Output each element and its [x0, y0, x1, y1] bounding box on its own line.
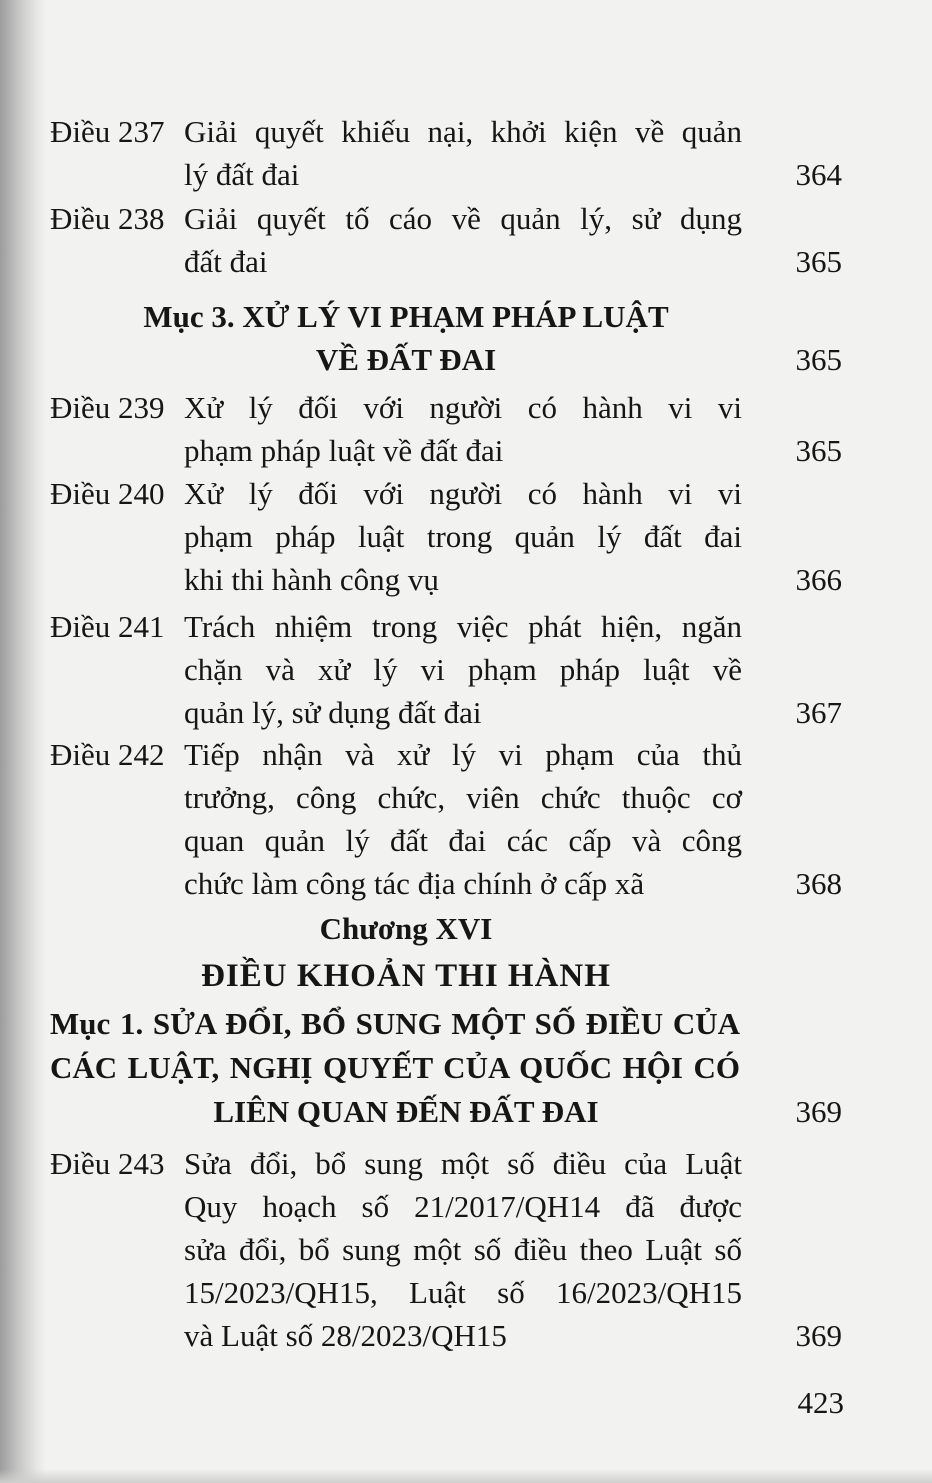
- section-heading-muc-1: [50, 1002, 842, 1134]
- entry-code: Điều 243: [50, 1146, 165, 1181]
- entry-code: Điều 242: [50, 737, 165, 772]
- entry-page-number: 367: [795, 695, 842, 730]
- entry-line: khi thi hành công vụ: [184, 562, 439, 597]
- entry-page-number: 365: [795, 244, 842, 279]
- toc-entry-241: [50, 605, 842, 734]
- toc-entry-242: [50, 733, 842, 905]
- entry-page-number: 366: [795, 562, 842, 597]
- entry-code: Điều 241: [50, 609, 165, 644]
- entry-line: Tiếp nhận và xử lý vi phạm của thủ: [184, 737, 742, 772]
- section-heading-muc-3: [50, 295, 842, 381]
- binding-shadow: [0, 0, 46, 1483]
- chapter-number: Chương XVI: [319, 911, 493, 946]
- entry-line: quan quản lý đất đai các cấp và công: [184, 823, 742, 858]
- entry-title: [184, 1142, 742, 1357]
- entry-page-number: 364: [795, 157, 842, 192]
- entry-line: trưởng, công chức, viên chức thuộc cơ: [184, 780, 742, 815]
- entry-line: Sửa đổi, bổ sung một số điều của Luật: [184, 1146, 742, 1181]
- entry-title: [184, 733, 742, 905]
- entry-page-number: 369: [795, 1318, 842, 1353]
- toc-entry-240: [50, 472, 842, 601]
- toc-entry-238: [50, 197, 842, 283]
- entry-title: [184, 110, 742, 196]
- toc-entry-237: [50, 110, 842, 196]
- entry-title: [184, 197, 742, 283]
- entry-line: Xử lý đối với người có hành vi vi: [184, 390, 742, 425]
- entry-line: Xử lý đối với người có hành vi vi: [184, 476, 742, 511]
- entry-line: Giải quyết khiếu nại, khởi kiện về quản: [184, 114, 742, 149]
- entry-line: Trách nhiệm trong việc phát hiện, ngăn: [184, 609, 742, 644]
- entry-line: Giải quyết tố cáo về quản lý, sử dụng: [184, 201, 742, 236]
- entry-line: Quy hoạch số 21/2017/QH14 đã được: [184, 1189, 742, 1224]
- entry-code: Điều 240: [50, 476, 165, 511]
- entry-title: [184, 605, 742, 734]
- heading-line: CÁC LUẬT, NGHỊ QUYẾT CỦA QUỐC HỘI CÓ: [50, 1050, 740, 1085]
- entry-line: 15/2023/QH15, Luật số 16/2023/QH15: [184, 1275, 742, 1310]
- page-edge-shadow: [0, 1469, 932, 1483]
- entry-code: Điều 238: [50, 201, 165, 236]
- entry-line: sửa đổi, bổ sung một số điều theo Luật số: [184, 1232, 742, 1267]
- entry-page-number: 365: [795, 433, 842, 468]
- heading-line: Mục 1. SỬA ĐỔI, BỔ SUNG MỘT SỐ ĐIỀU CỦA: [50, 1006, 740, 1041]
- page-folio-number: 423: [797, 1385, 844, 1420]
- heading-line: VỀ ĐẤT ĐAI: [315, 342, 497, 377]
- entry-line: chặn và xử lý vi phạm pháp luật về: [184, 652, 742, 687]
- entry-code: Điều 239: [50, 390, 165, 425]
- entry-title: [184, 472, 742, 601]
- entry-code: Điều 237: [50, 114, 165, 149]
- entry-line: lý đất đai: [184, 157, 300, 192]
- heading-page-number: 369: [795, 1094, 842, 1129]
- entry-line: đất đai: [184, 244, 268, 279]
- entry-line: phạm pháp luật trong quản lý đất đai: [184, 519, 742, 554]
- entry-line: quản lý, sử dụng đất đai: [184, 695, 482, 730]
- chapter-title: ĐIỀU KHOẢN THI HÀNH: [201, 958, 611, 994]
- entry-line: và Luật số 28/2023/QH15: [184, 1318, 507, 1353]
- entry-title: [184, 386, 742, 472]
- entry-line: chức làm công tác địa chính ở cấp xã: [184, 866, 645, 901]
- entry-line: phạm pháp luật về đất đai: [184, 433, 504, 468]
- entry-page-number: 368: [795, 866, 842, 901]
- heading-page-number: 365: [795, 342, 842, 377]
- toc-entry-239: [50, 386, 842, 472]
- toc-entry-243: [50, 1142, 842, 1357]
- heading-line: Mục 3. XỬ LÝ VI PHẠM PHÁP LUẬT: [143, 299, 669, 334]
- heading-line: LIÊN QUAN ĐẾN ĐẤT ĐAI: [213, 1094, 599, 1129]
